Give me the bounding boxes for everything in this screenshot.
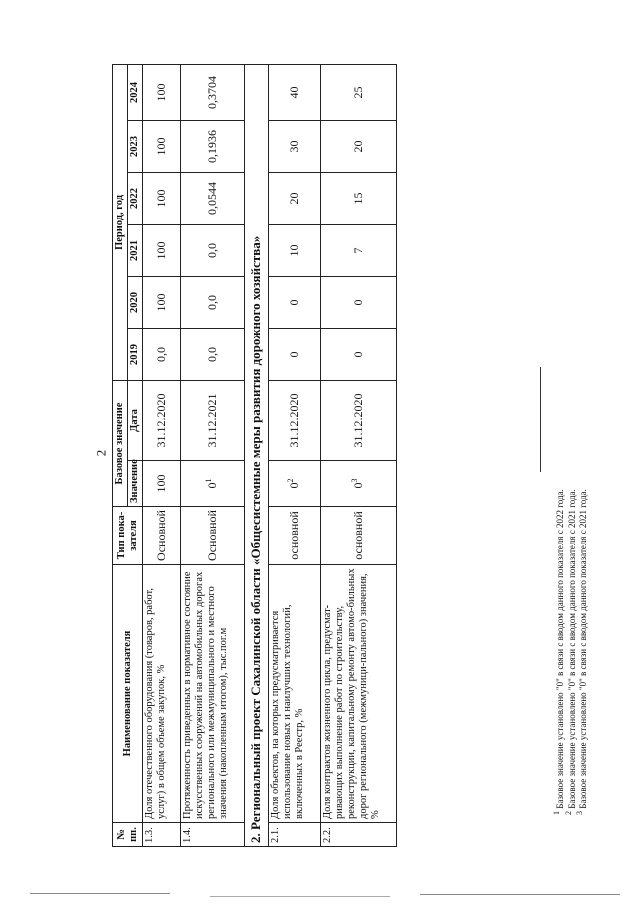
row-value: 25 <box>321 64 397 120</box>
row-num: 1.4. <box>181 823 245 847</box>
footnote <box>563 55 579 815</box>
footnote-mark: 2 <box>563 811 573 815</box>
indicators-table <box>112 64 397 847</box>
header-type: Тип пока-зателя <box>113 507 143 565</box>
row-value: 100 <box>143 172 181 224</box>
row-value: 0,0544 <box>181 172 245 224</box>
row-name: Доля объектов, на которых предусматривается использование новых и наилучших технологий, включенных в Реестр, % <box>269 565 321 823</box>
row-value: 20 <box>269 172 321 224</box>
section-title: 2. Региональный проект Сахалинской области «Общесистемные меры развития дорожного хозяйства» <box>245 120 269 846</box>
table-row <box>321 64 397 846</box>
footnote-separator <box>540 367 541 472</box>
header-name: Наименование показателя <box>113 565 143 823</box>
row-value: 7 <box>321 224 397 276</box>
table-row <box>143 64 181 846</box>
row-num: 1.3. <box>143 823 181 847</box>
header-year: 2024 <box>128 64 143 120</box>
row-name: Протяженность приведенных в нормативное состояние искусственных сооружений на автомобильных дорогах регионального или межмуниципального и местного значения (накопленным итогом), тыс.пог.м <box>181 565 245 823</box>
row-type: Основной <box>181 507 245 565</box>
row-value: 0 <box>269 328 321 380</box>
row-value: 100 <box>143 64 181 120</box>
header-num: № пп. <box>113 823 143 847</box>
row-type: основной <box>269 507 321 565</box>
row-base-value <box>269 461 321 507</box>
base-value-footnote-mark: 3 <box>349 478 359 483</box>
footnote-text: Базовое значение установлено "0" в связи с вводом данного показателя с 2022 года. <box>555 489 565 809</box>
header-year: 2020 <box>128 276 143 328</box>
row-value: 100 <box>143 120 181 172</box>
row-value: 0,0 <box>181 224 245 276</box>
row-num: 2.1. <box>269 823 321 847</box>
footnote <box>552 55 567 815</box>
row-num: 2.2. <box>321 823 397 847</box>
header-year: 2022 <box>128 172 143 224</box>
header-base-value: Значение <box>128 461 143 507</box>
base-value-text: 100 <box>153 474 168 493</box>
section-row <box>245 64 269 846</box>
row-base-value <box>181 461 245 507</box>
table-row <box>181 64 245 846</box>
header-base-date: Дата <box>128 380 143 460</box>
header-year: 2021 <box>128 224 143 276</box>
row-value: 0,0 <box>181 328 245 380</box>
row-base-value <box>143 461 181 507</box>
footnote-mark: 3 <box>575 811 584 815</box>
row-base-date: 31.12.2020 <box>321 380 397 460</box>
row-value: 100 <box>143 224 181 276</box>
row-value: 10 <box>269 224 321 276</box>
header-year: 2019 <box>128 328 143 380</box>
table-row <box>269 64 321 846</box>
row-name: Доля контрактов жизненного цикла, предусмат-ривающих выполнение работ по строительству, реконструкции, капитальному ремонту автомо-бильных дорог регионального (межмуници-пального) значения, % <box>321 565 397 823</box>
base-value-text: 0 <box>350 482 365 489</box>
base-value-text: 0 <box>286 482 301 489</box>
footnote <box>575 55 590 815</box>
base-value-footnote-mark: 2 <box>285 478 295 483</box>
row-value: 0,0 <box>143 328 181 380</box>
row-type: основной <box>321 507 397 565</box>
row-value: 0 <box>321 328 397 380</box>
row-value: 0 <box>321 276 397 328</box>
row-value: 0,3704 <box>181 64 245 120</box>
row-value: 0,1936 <box>181 120 245 172</box>
scan-artifact <box>420 894 620 895</box>
row-value: 100 <box>143 276 181 328</box>
header-year: 2023 <box>128 120 143 172</box>
row-value: 0 <box>269 276 321 328</box>
row-name: Доля отечественного оборудования (товаров, работ, услуг) в общем объеме закупок, % <box>143 565 181 823</box>
footnote-text: Базовое значение установлено "0" в связи с вводом данного показателя с 2021 года. <box>578 489 588 809</box>
row-type: Основной <box>143 507 181 565</box>
row-value: 0,0 <box>181 276 245 328</box>
header-period: Период, год <box>113 64 128 380</box>
section-title-tail <box>245 64 269 120</box>
row-value: 15 <box>321 172 397 224</box>
base-value-text: 0 <box>204 482 219 489</box>
row-value: 20 <box>321 120 397 172</box>
page-number: 2 <box>93 449 109 457</box>
row-base-date: 31.12.2021 <box>181 380 245 460</box>
base-value-footnote-mark: 1 <box>203 478 213 483</box>
scan-artifact <box>30 893 170 894</box>
scan-artifact <box>210 896 390 897</box>
row-base-value <box>321 461 397 507</box>
row-base-date: 31.12.2020 <box>143 380 181 460</box>
header-row-1 <box>113 64 128 846</box>
footnotes <box>552 55 590 815</box>
header-base: Базовое значение <box>113 380 128 506</box>
row-value: 40 <box>269 64 321 120</box>
footnote-mark: 1 <box>552 811 561 815</box>
row-base-date: 31.12.2020 <box>269 380 321 460</box>
footnote-text: Базовое значение установлено "0" в связи с вводом данного показателя с 2021 года. <box>566 489 577 809</box>
row-value: 30 <box>269 120 321 172</box>
